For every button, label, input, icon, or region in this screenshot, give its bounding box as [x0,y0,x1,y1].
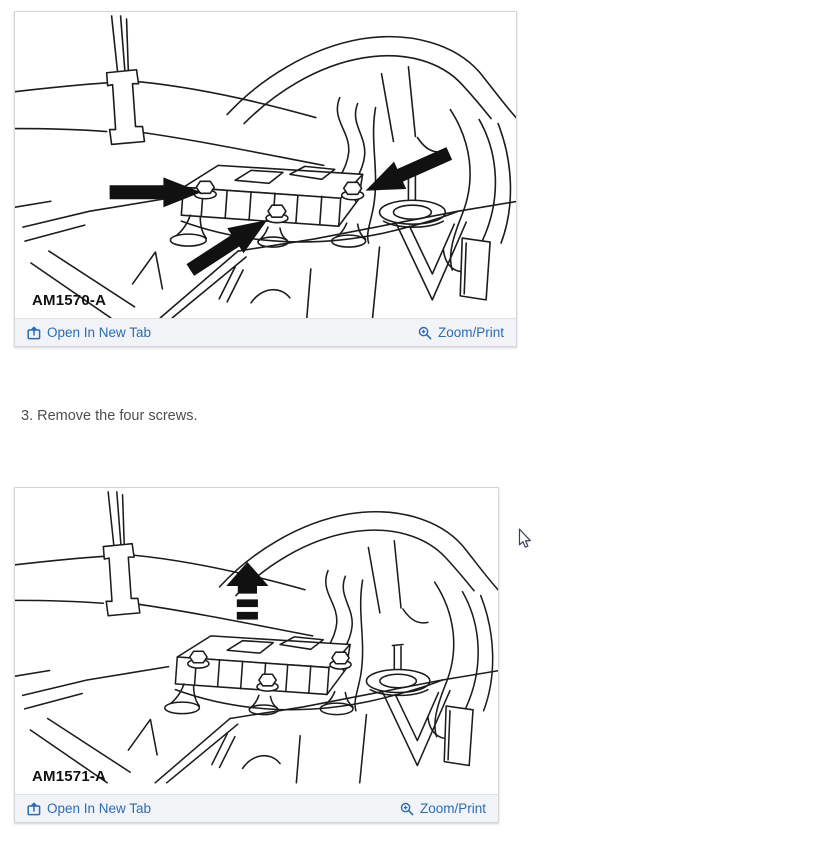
zoom-print-link[interactable] [418,325,504,340]
magnifier-plus-icon [400,802,414,816]
figure-footer [15,318,516,346]
open-in-new-tab-icon [27,802,41,816]
open-in-new-tab-label: Open In New Tab [47,325,152,340]
diagram-am1570 [15,12,516,318]
mouse-cursor [518,528,532,549]
diagram-am1571 [15,488,498,794]
zoom-print-label: Zoom/Print [419,801,486,816]
removal-up-arrow [226,562,268,620]
open-in-new-tab-link[interactable] [27,801,151,816]
step-instruction: 3. Remove the four screws. [21,408,198,424]
open-in-new-tab-icon [27,326,41,340]
open-in-new-tab-label: Open In New Tab [47,801,152,816]
magnifier-plus-icon [418,326,432,340]
figure-footer [15,794,498,822]
open-in-new-tab-link[interactable] [27,325,151,340]
figure-card-am1570 [14,11,517,347]
figure-image-am1570 [15,12,516,318]
zoom-print-label: Zoom/Print [437,325,504,340]
figure-image-am1571 [15,488,498,794]
figure-label: AM1570-A [32,292,107,309]
figure-card-am1571 [14,487,499,823]
figure-label: AM1571-A [32,768,107,785]
zoom-print-link[interactable] [400,801,486,816]
